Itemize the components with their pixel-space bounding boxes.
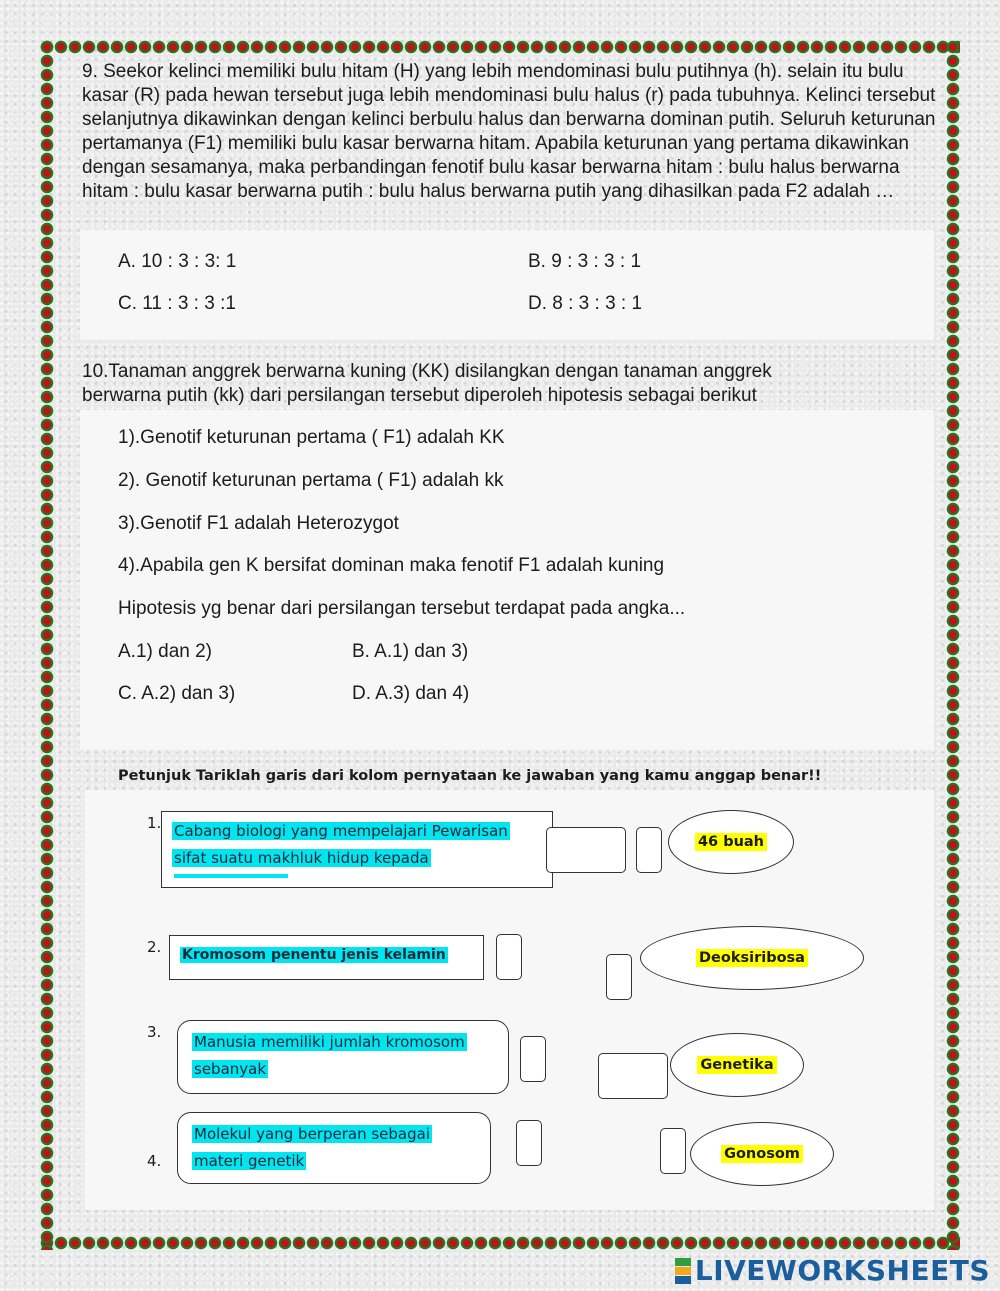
connector-3-right[interactable]	[598, 1053, 668, 1099]
liveworksheets-wordmark: LIVEWORKSHEETS	[694, 1254, 990, 1287]
matching-instruction: Petunjuk Tariklah garis dari kolom pernyataan ke jawaban yang kamu anggap benar!!	[118, 768, 822, 784]
connector-4-left[interactable]	[516, 1120, 542, 1166]
question-10-line2: berwarna putih (kk) dari persilangan tersebut diperoleh hipotesis sebagai berikut	[82, 385, 757, 406]
statement-1-number: 1.	[147, 814, 162, 832]
answer-3-label: Genetika	[697, 1056, 776, 1074]
connector-2-left[interactable]	[496, 934, 522, 980]
decorative-border-bottom	[40, 1236, 960, 1250]
statement-1-box	[161, 811, 553, 888]
decorative-border-left	[40, 40, 54, 1250]
statement-3-line1: Manusia memiliki jumlah kromosom	[194, 1033, 465, 1051]
q10-option-d: D. A.3) dan 4)	[352, 683, 470, 704]
connector-3-left[interactable]	[520, 1036, 546, 1082]
q9-option-a: A. 10 : 3 : 3: 1	[118, 251, 237, 272]
liveworksheets-mark-icon	[675, 1258, 691, 1284]
q10-hypothesis-3: 3).Genotif F1 adalah Heterozygot	[118, 513, 399, 534]
answer-oval-2[interactable]	[640, 926, 864, 990]
q9-option-b: B. 9 : 3 : 3 : 1	[528, 251, 642, 272]
q10-hypothesis-1: 1).Genotif keturunan pertama ( F1) adalah KK	[118, 427, 505, 448]
connector-4-right[interactable]	[660, 1128, 686, 1174]
question-10-line1: 10.Tanaman anggrek berwarna kuning (KK) disilangkan dengan tanaman anggrek	[82, 361, 772, 382]
q10-hypothesis-2: 2). Genotif keturunan pertama ( F1) adalah kk	[118, 470, 504, 491]
statement-2-box	[169, 935, 484, 980]
statement-3-box	[177, 1020, 509, 1094]
statement-4-line2: materi genetik	[194, 1152, 305, 1170]
statement-1-line2: sifat suatu makhluk hidup kepada	[174, 849, 429, 867]
decorative-border-right	[946, 40, 960, 1250]
statement-3-number: 3.	[147, 1023, 162, 1041]
statement-4-line1: Molekul yang berperan sebagai	[194, 1125, 430, 1143]
q10-option-b: B. A.1) dan 3)	[352, 641, 469, 662]
answer-oval-3[interactable]	[670, 1033, 804, 1097]
q10-option-a: A.1) dan 2)	[118, 641, 212, 662]
connector-1-right[interactable]	[636, 827, 662, 873]
liveworksheets-logo	[675, 1254, 990, 1287]
statement-2-number: 2.	[147, 938, 162, 956]
statement-4-number: 4.	[147, 1152, 162, 1170]
question-9-text: 9. Seekor kelinci memiliki bulu hitam (H) yang lebih mendominasi bulu putihnya (h). selain itu bulu kasar (R) pada hewan tersebut juga lebih mendominasi bulu halus (r) pada tubuhnya. Kelinci tersebut selanjutnya dikawinkan dengan kelinci berbulu halus dan berwarna dominan putih. Seluruh keturunan pertamanya (F1) memiliki bulu kasar berwarna hitam. Apabila keturunan yang pertama dikawinkan dengan sesamanya, maka perbandingan fenotif bulu kasar berwarna hitam : bulu halus berwarna hitam : bulu kasar berwarna putih : bulu halus berwarna putih yang dihasilkan pada F2 adalah …	[82, 61, 936, 202]
statement-4-box	[177, 1112, 491, 1184]
q9-options-panel	[80, 230, 934, 340]
answer-4-label: Gonosom	[721, 1145, 803, 1163]
statement-2-line1: Kromosom penentu jenis kelamin	[182, 947, 446, 963]
q9-option-c: C. 11 : 3 : 3 :1	[118, 293, 236, 314]
decorative-border-top	[40, 40, 960, 54]
answer-1-label: 46 buah	[695, 833, 767, 851]
answer-oval-4[interactable]	[690, 1122, 834, 1186]
connector-1-left[interactable]	[546, 827, 626, 873]
q10-hypothesis-4: 4).Apabila gen K bersifat dominan maka fenotif F1 adalah kuning	[118, 555, 665, 576]
statement-1-highlight-remnant	[174, 874, 288, 878]
q10-prompt: Hipotesis yg benar dari persilangan tersebut terdapat pada angka...	[118, 598, 686, 619]
answer-2-label: Deoksiribosa	[696, 949, 808, 967]
connector-2-right[interactable]	[606, 954, 632, 1000]
statement-3-line2: sebanyak	[194, 1060, 267, 1078]
q9-option-d: D. 8 : 3 : 3 : 1	[528, 293, 643, 314]
q10-option-c: C. A.2) dan 3)	[118, 683, 236, 704]
statement-1-line1: Cabang biologi yang mempelajari Pewarisan	[174, 822, 508, 840]
answer-oval-1[interactable]	[668, 810, 794, 874]
